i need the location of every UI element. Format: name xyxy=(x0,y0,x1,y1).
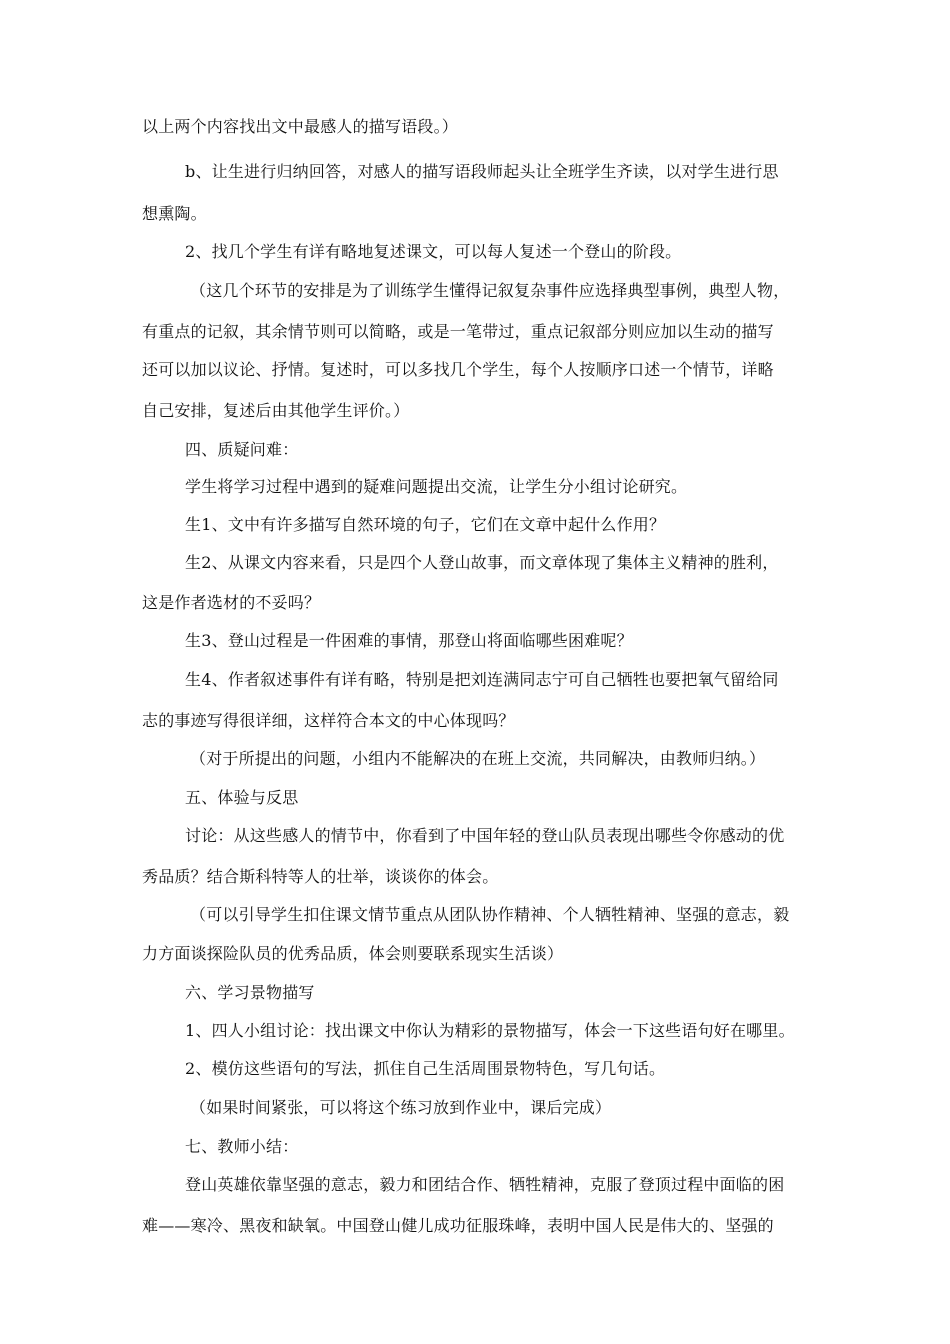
question-2: 生2、从课文内容来看，只是四个人登山故事，而文章体现了集体主义精神的胜利， xyxy=(185,553,779,572)
section-heading-6: 六、学习景物描写 xyxy=(185,983,315,1002)
text-line-1: 以上两个内容找出文中最感人的描写语段。） xyxy=(142,117,459,136)
text-line-22: 力方面谈探险队员的优秀品质，体会则要联系现实生活谈） xyxy=(142,944,564,963)
text-line-2: b、让生进行归纳回答，对感人的描写语段师起头让全班学生齐读，以对学生进行思 xyxy=(185,162,779,181)
section-heading-4: 四、质疑问难： xyxy=(185,440,299,459)
text-line-17: （对于所提出的问题，小组内不能解决的在班上交流，共同解决，由教师归纳。） xyxy=(190,749,766,768)
question-4: 生4、作者叙述事件有详有略，特别是把刘连满同志宁可自己牺牲也要把氧气留给同 xyxy=(185,670,779,689)
question-3: 生3、登山过程是一件困难的事情，那登山将面临哪些困难呢？ xyxy=(185,631,633,650)
section-heading-5: 五、体验与反思 xyxy=(185,788,299,807)
text-line-21: （可以引导学生扣住课文情节重点从团队协作精神、个人牺牲精神、坚强的意志，毅 xyxy=(190,905,790,924)
text-line-29: 难——寒冷、黑夜和缺氧。中国登山健儿成功征服珠峰，表明中国人民是伟大的、坚强的 xyxy=(142,1216,774,1235)
text-line-25: 2、模仿这些语句的写法，抓住自己生活周围景物特色，写几句话。 xyxy=(185,1059,666,1078)
text-line-19: 讨论：从这些感人的情节中，你看到了中国年轻的登山队员表现出哪些令你感动的优 xyxy=(185,826,785,845)
text-line-10: 学生将学习过程中遇到的疑难问题提出交流，让学生分小组讨论研究。 xyxy=(185,477,688,496)
text-line-26: （如果时间紧张，可以将这个练习放到作业中，课后完成） xyxy=(190,1098,612,1117)
text-line-28: 登山英雄依靠坚强的意志，毅力和团结合作、牺牲精神，克服了登顶过程中面临的困 xyxy=(185,1175,785,1194)
section-heading-7: 七、教师小结： xyxy=(185,1137,299,1156)
text-line-5: （这几个环节的安排是为了训练学生懂得记叙复杂事件应选择典型事例，典型人物， xyxy=(190,281,790,300)
text-line-20: 秀品质？结合斯科特等人的壮举，谈谈你的体会。 xyxy=(142,867,499,886)
text-line-6: 有重点的记叙，其余情节则可以简略，或是一笔带过，重点记叙部分则应加以生动的描写 xyxy=(142,322,774,341)
text-line-4: 2、找几个学生有详有略地复述课文，可以每人复述一个登山的阶段。 xyxy=(185,242,682,261)
question-2-continued: 这是作者选材的不妥吗？ xyxy=(142,593,321,612)
text-line-3: 想熏陶。 xyxy=(142,204,207,223)
question-4-continued: 志的事迹写得很详细，这样符合本文的中心体现吗？ xyxy=(142,711,515,730)
text-line-8: 自己安排，复述后由其他学生评价。） xyxy=(142,401,410,420)
text-line-24: 1、四人小组讨论：找出课文中你认为精彩的景物描写，体会一下这些语句好在哪里。 xyxy=(185,1021,795,1040)
text-line-7: 还可以加以议论、抒情。复述时，可以多找几个学生，每个人按顺序口述一个情节，详略 xyxy=(142,360,774,379)
question-1: 生1、文中有许多描写自然环境的句子，它们在文章中起什么作用？ xyxy=(185,515,666,534)
